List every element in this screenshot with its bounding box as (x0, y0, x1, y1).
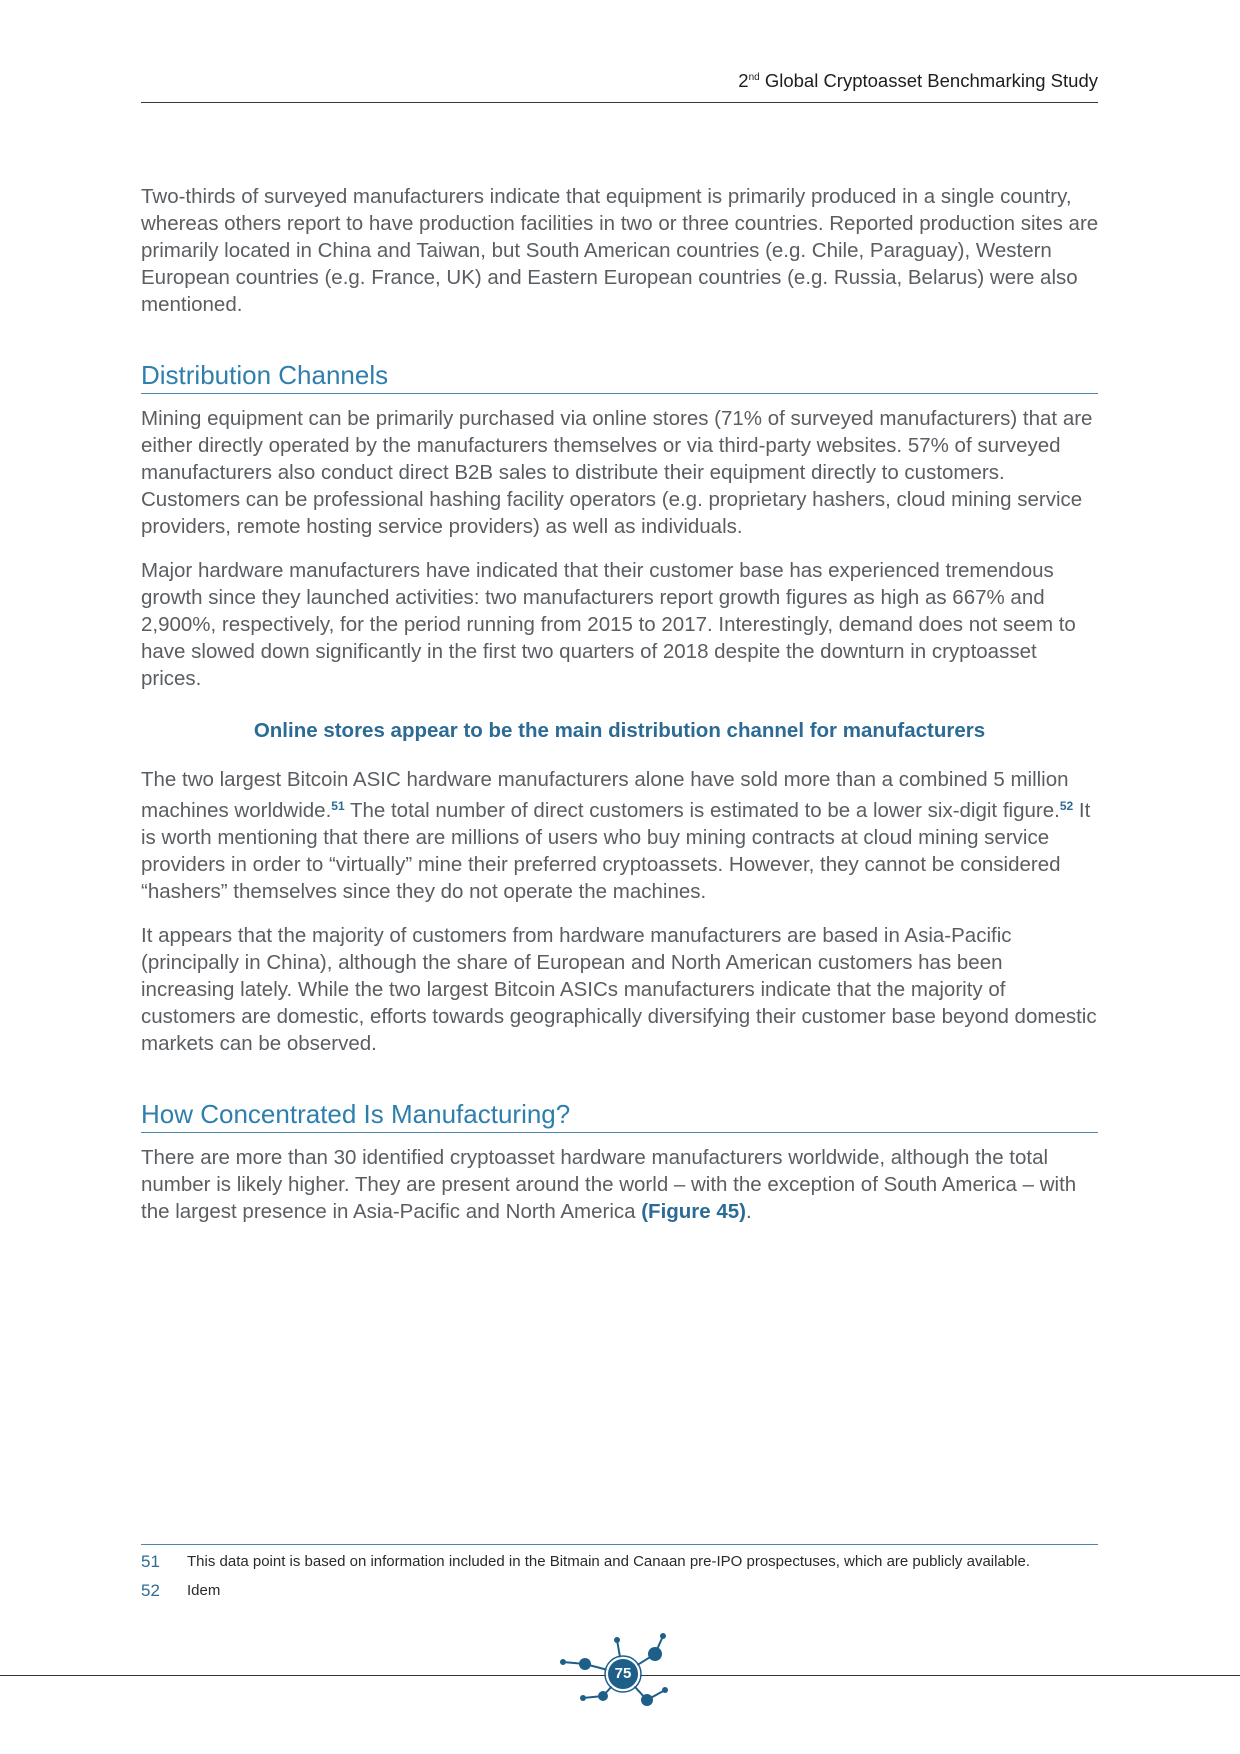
edition-number: 2 (738, 70, 749, 91)
p3-text-c: It is worth mentioning that there are millions of users who buy mining contracts at cloud mining service providers in order to “virtually” mine their preferred cryptoassets. However, they cannot be considered “hashers” themselves since they do not operate the machines. (141, 799, 1091, 903)
section-heading-manufacturing-concentration: How Concentrated Is Manufacturing? (141, 1099, 1098, 1133)
footnote-ref-52[interactable]: 52 (1059, 799, 1074, 813)
distribution-paragraph-3 (141, 766, 1101, 905)
p3-text-a: The two largest Bitcoin ASIC hardware manufacturers alone have sold more than a combined 5 million machines worldwide. (141, 768, 1069, 822)
footnote-text: Idem (187, 1582, 221, 1599)
distribution-paragraph-4: It appears that the majority of customers from hardware manufacturers are based in Asia-Pacific (principally in China), although the share of European and North American customers has been increasing lately. While the two largest Bitcoin ASICs manufacturers indicate that the majority of customers are domestic, efforts towards geographically diversifying their customer base beyond domestic markets can be observed. (141, 924, 1097, 1055)
footnote-52 (141, 1580, 1098, 1609)
sentence-end: . (746, 1200, 752, 1223)
document-title (738, 70, 1098, 92)
manufacturing-paragraph-1 (141, 1144, 1101, 1225)
footnote-text: This data point is based on information included in the Bitmain and Canaan pre-IPO prospectuses, which are publicly available. (187, 1553, 1030, 1570)
page-number: 75 (614, 1665, 632, 1682)
distribution-paragraph-1: Mining equipment can be primarily purchased via online stores (71% of surveyed manufacturers) that are either directly operated by the manufacturers themselves or via third-party websites. 57% of surveyed manufacturers also conduct direct B2B sales to distribute their equipment directly to customers. Customers can be professional hashing facility operators (e.g. proprietary hashers, cloud mining service providers, remote hosting service providers) as well as individuals. (141, 407, 1093, 538)
edition-suffix: nd (748, 72, 760, 83)
intro-paragraph: Two-thirds of surveyed manufacturers indicate that equipment is primarily produced in a single country, whereas others report to have production facilities in two or three countries. Reported production sites are primarily located in China and Taiwan, but South American countries (e.g. Chile, Paraguay), Western European countries (e.g. France, UK) and Eastern European countries (e.g. Russia, Belarus) were also mentioned. (141, 185, 1099, 316)
main-content (141, 183, 1101, 1242)
footnote-number: 51 (141, 1552, 160, 1571)
manufacturing-text: There are more than 30 identified cryptoasset hardware manufacturers worldwide, although the total number is likely higher. They are present around the world – with the exception of South America – with the largest presence in Asia-Pacific and North America (141, 1146, 1077, 1223)
footnotes (141, 1544, 1098, 1609)
footnote-ref-51[interactable]: 51 (331, 799, 345, 813)
p3-text-b: The total number of direct customers is estimated to be a lower six-digit figure. (344, 799, 1060, 822)
footnote-number: 52 (141, 1581, 160, 1600)
distribution-paragraph-2: Major hardware manufacturers have indicated that their customer base has experienced tremendous growth since they launched activities: two manufacturers report growth figures as high as 667% and 2,900%, respectively, for the period running from 2015 to 2017. Interestingly, demand does not seem to have slowed down significantly in the first two quarters of 2018 despite the downturn in cryptoasset prices. (141, 559, 1076, 690)
study-title: Global Cryptoasset Benchmarking Study (764, 70, 1098, 91)
section-heading-distribution-channels: Distribution Channels (141, 360, 1098, 394)
footnote-51 (141, 1551, 1098, 1580)
key-finding-callout: Online stores appear to be the main distribution channel for manufacturers (253, 719, 986, 742)
figure-45-link[interactable]: (Figure 45) (641, 1200, 747, 1223)
page-header (141, 68, 1098, 103)
